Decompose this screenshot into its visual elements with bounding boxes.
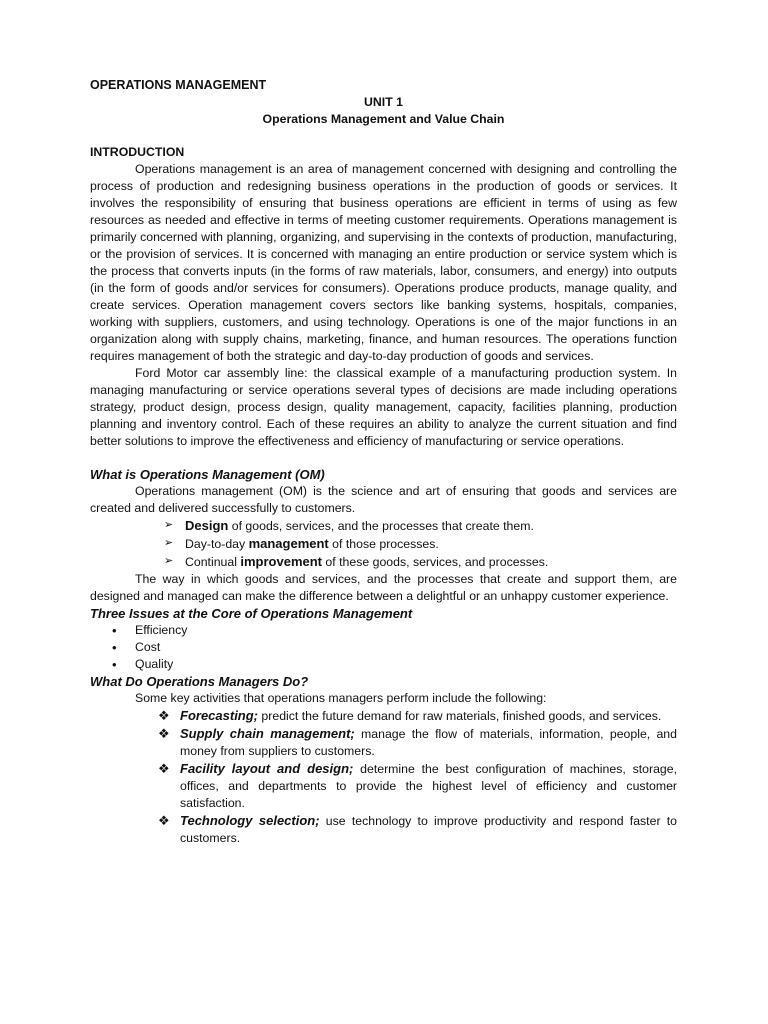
document-title: OPERATIONS MANAGEMENT — [90, 78, 267, 92]
document-page — [90, 77, 677, 847]
diamond-bullet-icon: ❖ — [158, 726, 170, 741]
list-item: ❖ Facility layout and design; determine the best configuration of machines, storage, offices, and departments to provide the highest level of efficiency and customer satisfaction. — [158, 761, 677, 810]
diamond-bullet-icon: ❖ — [158, 813, 170, 828]
bullet-icon: • — [112, 640, 117, 655]
list-item: ➢ Design of goods, services, and the processes that create them. — [164, 518, 534, 533]
unit-label: UNIT 1 — [364, 95, 403, 109]
list-item: • Quality — [112, 657, 174, 672]
managers-heading: What Do Operations Managers Do? — [90, 674, 309, 689]
diamond-bullet-icon: ❖ — [158, 708, 170, 723]
issues-list — [90, 622, 677, 673]
list-item: ➢ Day-to-day management of those processes. — [164, 536, 439, 551]
om-paragraph-2: The way in which goods and services, and the processes that create and support them, are designed and managed can make the difference between a delightful or an unhappy customer experience. — [90, 572, 677, 603]
list-item: • Efficiency — [112, 623, 188, 638]
om-list — [90, 517, 677, 571]
introduction-heading: INTRODUCTION — [90, 145, 185, 159]
diamond-bullet-icon: ❖ — [158, 761, 170, 776]
managers-intro: Some key activities that operations managers perform include the following: — [135, 691, 547, 705]
activities-list — [90, 707, 677, 847]
unit-subtitle: Operations Management and Value Chain — [262, 112, 505, 126]
list-item: ❖ Supply chain management; manage the flow of materials, information, people, and money from suppliers to customers. — [158, 726, 677, 758]
bullet-icon: • — [112, 623, 117, 638]
list-item: ❖ Technology selection; use technology to improve productivity and respond faster to customers. — [158, 813, 678, 845]
arrow-bullet-icon: ➢ — [164, 519, 174, 531]
arrow-bullet-icon: ➢ — [164, 555, 174, 567]
list-item: ➢ Continual improvement of these goods, services, and processes. — [164, 554, 549, 569]
om-paragraph-1: Operations management (OM) is the science and art of ensuring that goods and services are created and delivered successfully to customers. — [90, 484, 677, 515]
arrow-bullet-icon: ➢ — [164, 537, 174, 549]
list-item: • Cost — [112, 640, 161, 655]
om-heading: What is Operations Management (OM) — [90, 467, 325, 482]
issues-heading: Three Issues at the Core of Operations Management — [90, 606, 413, 621]
intro-paragraph-2: Ford Motor car assembly line: the classical example of a manufacturing production system. In managing manufacturing or service operations several types of decisions are made including operations strategy, product design, process design, quality management, capacity, facilities planning, production planning and inventory control. Each of these requires an ability to analyze the current situation and find better solutions to improve the effectiveness and efficiency of manufacturing or service operations. — [90, 366, 677, 448]
intro-paragraph-1: Operations management is an area of management concerned with designing and controlling the process of production and redesigning business operations in the production of goods or services. It involves the responsibility of ensuring that business operations are efficient in terms of using as few resources as needed and effective in terms of meeting customer requirements. Operations management is primarily concerned with planning, organizing, and supervising in the contexts of production, manufacturing, or the provision of services. It is concerned with managing an entire production or service system which is the process that converts inputs (in the forms of raw materials, labor, consumers, and energy) into outputs (in the form of goods and/or services for consumers). Operations produce products, manage quality, and create services. Operation management covers sectors like banking systems, hospitals, companies, working with suppliers, customers, and using technology. Operations is one of the major functions in an organization along with supply chains, marketing, finance, and human resources. The operations function requires management of both the strategic and day-to-day production of goods and services. — [90, 162, 677, 363]
list-item: ❖ Forecasting; predict the future demand for raw materials, finished goods, and services. — [158, 708, 662, 723]
bullet-icon: • — [112, 657, 117, 672]
